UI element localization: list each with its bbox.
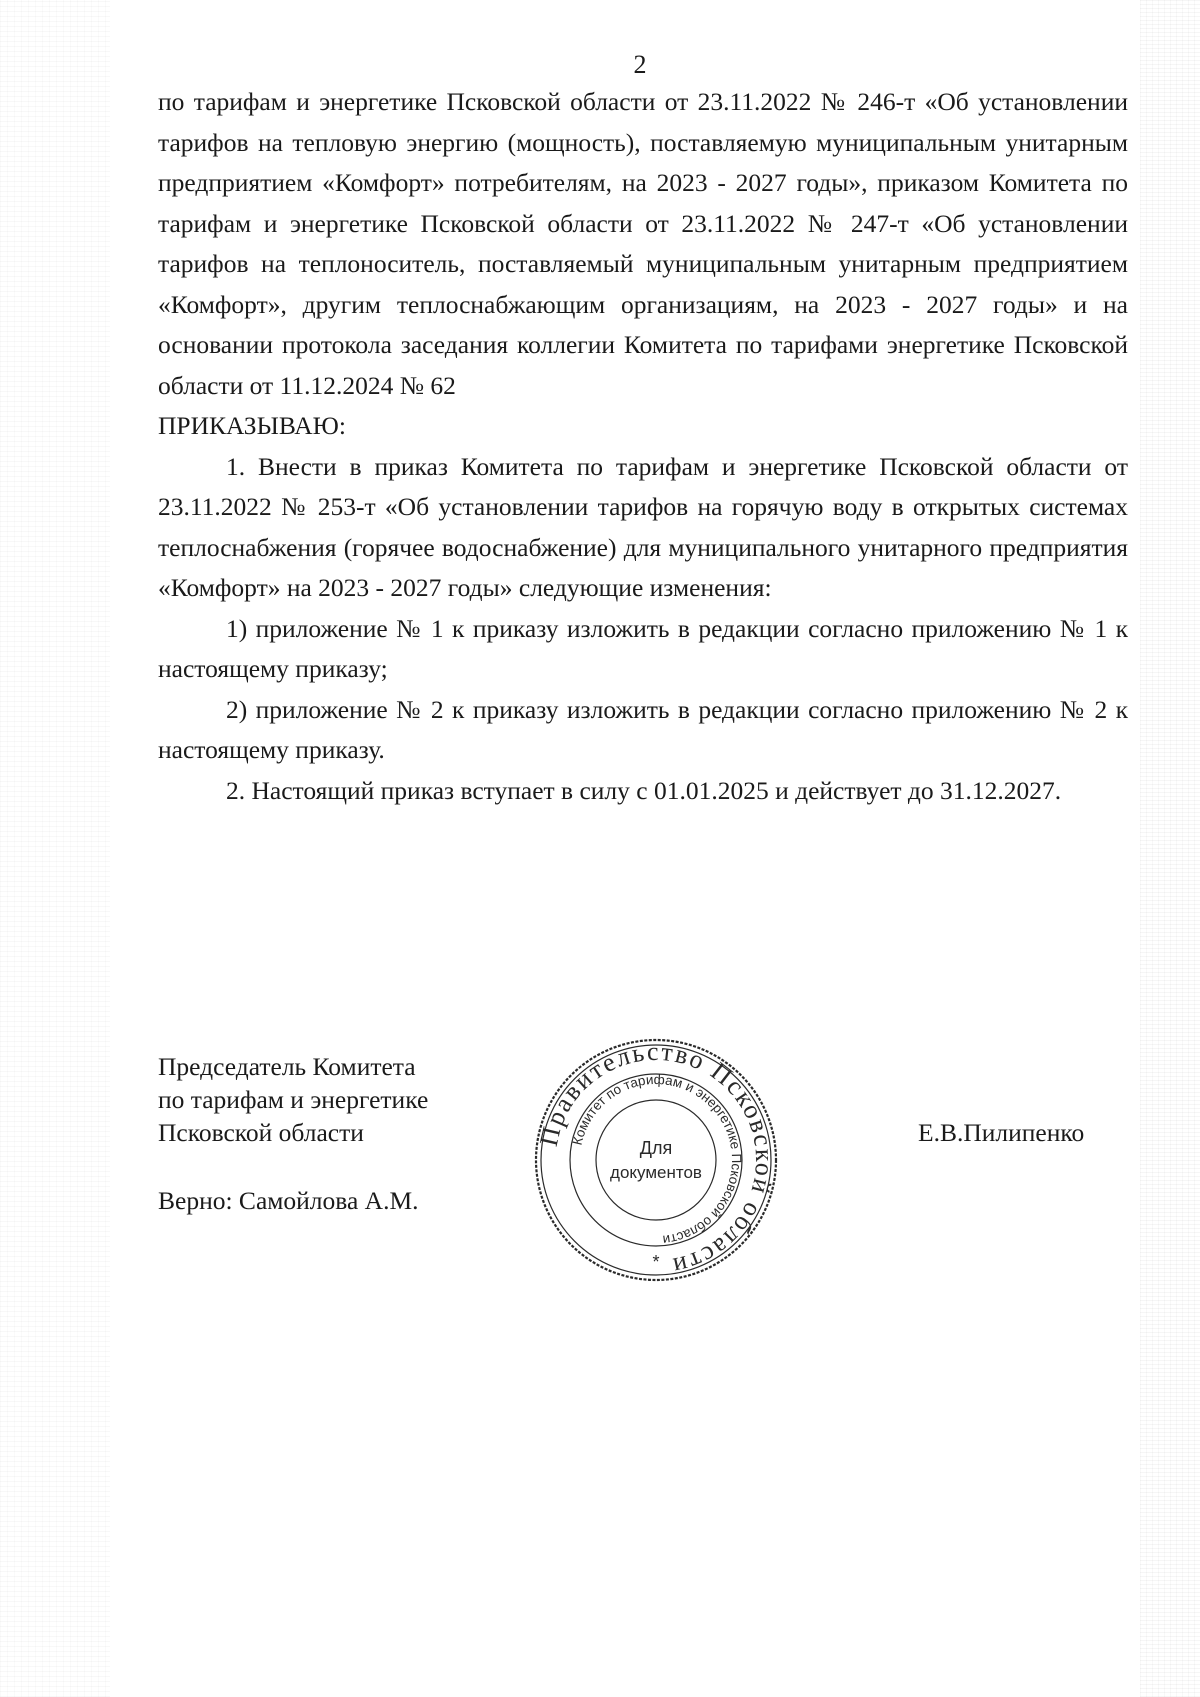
signatory-title-line: Председатель Комитета xyxy=(158,1052,416,1081)
order-heading: ПРИКАЗЫВАЮ: xyxy=(158,411,346,440)
paragraph-item-1: 1. Внести в приказ Комитета по тарифам и энергетике Псковской области от 23.11.2022 № 253-т «Об установлении тарифов на горячую воду в открытых системах теплоснабжения (горячее водоснабжение) для муниципального унитарного предприятия «Комфорт» на 2023 - 2027 годы» следующие изменения: xyxy=(158,451,1128,602)
scan-edge-noise-left xyxy=(0,0,110,1697)
signatory-title-line: Псковской области xyxy=(158,1118,364,1147)
official-seal xyxy=(532,1036,780,1284)
paragraph-subitem-2: 2) приложение № 2 к приказу изложить в редакции согласно приложению № 2 к настоящему приказу. xyxy=(158,694,1128,764)
seal-star: * xyxy=(652,1252,660,1272)
seal-outer-text: Правительство Псковской области xyxy=(533,1036,780,1282)
seal-inner-text: Комитет по тарифам и энергетике Псковской области xyxy=(569,1071,745,1248)
document-body xyxy=(158,82,1128,811)
page-number: 2 xyxy=(633,50,647,79)
signatory-name: Е.В.Пилипенко xyxy=(918,1118,1085,1147)
paragraph-subitem-1: 1) приложение № 1 к приказу изложить в редакции согласно приложению № 1 к настоящему приказу; xyxy=(158,613,1128,683)
seal-center-text: документов xyxy=(610,1163,702,1182)
signatory-title xyxy=(158,1050,428,1149)
verification-note: Верно: Самойлова А.М. xyxy=(158,1186,419,1215)
scan-edge-noise-right xyxy=(1140,0,1200,1697)
signatory-title-line: по тарифам и энергетике xyxy=(158,1085,429,1114)
paragraph-intro: по тарифам и энергетике Псковской области от 23.11.2022 № 246-т «Об установлении тарифов на тепловую энергию (мощность), поставляемую муниципальным унитарным предприятием «Комфорт» потребителям, на 2023 - 2027 годы», приказом Комитета по тарифам и энергетике Псковской области от 23.11.2022 № 247-т «Об установлении тарифов на теплоноситель, поставляемый муниципальным унитарным предприятием «Комфорт», другим теплоснабжающим организациям, на 2023 - 2027 годы» и на основании протокола заседания коллегии Комитета по тарифами энергетике Псковской области от 11.12.2024 № 62 xyxy=(158,87,1128,400)
seal-center-text: Для xyxy=(639,1138,673,1158)
seal-graphic xyxy=(532,1036,780,1284)
paragraph-item-2: 2. Настоящий приказ вступает в силу с 01.01.2025 и действует до 31.12.2027. xyxy=(226,775,1062,805)
